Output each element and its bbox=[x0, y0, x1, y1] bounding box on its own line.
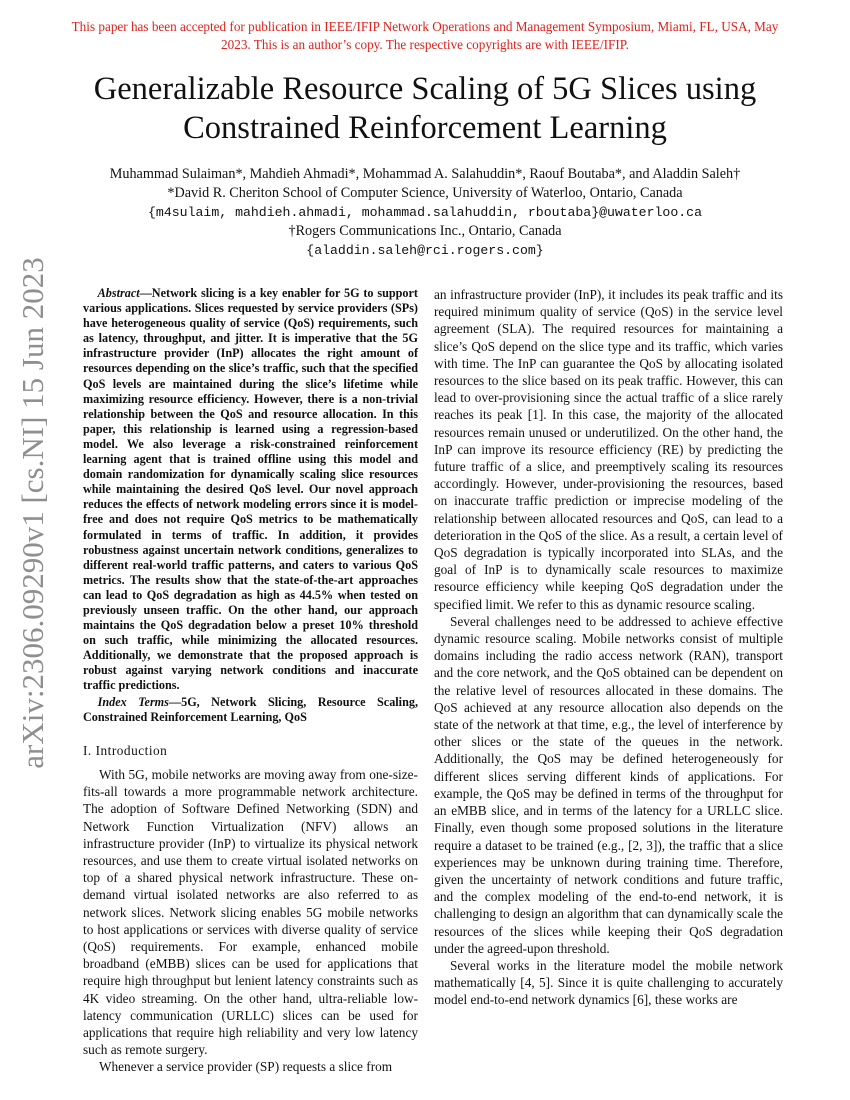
email-rogers: {aladdin.saleh@rci.rogers.com} bbox=[306, 243, 544, 258]
publication-notice: This paper has been accepted for publication in IEEE/IFIP Network Operations and Management Symposium, Miami, FL, USA, May 2023. This is an author’s copy. The respective copyrights are with IEEE/IFIP. bbox=[71, 19, 779, 52]
author-block bbox=[40, 165, 810, 260]
abstract-text: —Network slicing is a key enabler for 5G to support various applications. Slices requested by service providers (SPs) have heterogeneous quality of service (QoS) requirements, such as latency, throughput, and jitter. It is imperative that the 5G infrastructure provider (InP) allocates the right amount of resources depending on the slice’s traffic, such that the specified QoS levels are maintained during the slice’s lifetime while maximizing resource efficiency. However, there is a non-trivial relationship between the QoS and resource allocation. In this paper, this relationship is learned using a regression-based model. We also leverage a risk-constrained reinforcement learning agent that is trained offline using this model and domain randomization for dynamically scaling slice resources while maintaining the desired QoS level. Our novel approach reduces the effects of network modeling errors since it is model-free and does not require QoS metrics to be mathematically formulated in terms of traffic. In addition, it provides robustness against uncertain network conditions, generalizes to different real-world traffic patterns, and caters to various QoS metrics. The results show that the state-of-the-art approaches can lead to QoS degradation as high as 44.5% when tested on previously unseen traffic. On the other hand, our approach maintains the QoS degradation below a preset 10% threshold on such traffic, while minimizing the allocated resources. Additionally, we demonstrate that the proposed approach is robust against varying network conditions and inaccurate traffic predictions. bbox=[83, 286, 418, 693]
paragraph: With 5G, mobile networks are moving away from one-size-fits-all towards a more programmable network architecture. The adoption of Software Defined Networking (SDN) and Network Function Virtualization (NFV) allows an infrastructure provider (InP) to virtualize its physical network resources, and use them to create virtual isolated networks on top of a shared physical network infrastructure. These on-demand virtual isolated networks are also referred to as network slices. Network slicing enables 5G mobile networks to host applications or services with diverse quality of service (QoS) requirements. For example, enhanced mobile broadband (eMBB) slices can be used for applications that require high throughput but lenient latency constraints such as 4K video streaming. On the other hand, ultra-reliable low-latency communication (URLLC) slices can be used for applications that require high reliability and very low latency such as remote surgery. bbox=[83, 766, 418, 1058]
left-column bbox=[83, 286, 418, 1076]
index-terms-text: —5G, Network Slicing, Resource Scaling, Constrained Reinforcement Learning, QoS bbox=[83, 694, 418, 724]
affiliation-waterloo: *David R. Cheriton School of Computer Science, University of Waterloo, Ontario, Canada bbox=[167, 185, 683, 201]
emails-waterloo: {m4sulaim, mahdieh.ahmadi, mohammad.salahuddin, rboutaba}@uwaterloo.ca bbox=[148, 205, 702, 220]
abstract bbox=[83, 286, 418, 694]
abstract-lead: Abstract bbox=[97, 286, 140, 300]
arxiv-stamp bbox=[12, 257, 54, 769]
paragraph: Whenever a service provider (SP) requests a slice from bbox=[98, 1059, 393, 1075]
affiliation-rogers: †Rogers Communications Inc., Ontario, Canada bbox=[288, 223, 562, 239]
right-column bbox=[434, 286, 783, 1009]
paragraph: Several challenges need to be addressed to achieve effective dynamic resource scaling. Mobile networks consist of multiple domains including the radio access network (RAN), transport and the core network, and the QoS obtained can be dependent on the relative level of resources allocated in these domains. The QoS achieved at any resource allocation also depends on the state of the network at that time, e.g., the level of interference by other slices or the state of the queues in the network. Additionally, the QoS may be defined heterogeneously for different slices serving different kinds of applications. For example, the QoS may be defined in terms of the throughput for an eMBB slice, and in terms of the latency for a URLLC slice. Finally, even though some proposed solutions in the literature require a dataset to be trained (e.g., [2, 3]), the traffic that a slice experiences may be unknown during training time. Therefore, given the uncertainty of network conditions and future traffic, and the complex modeling of the end-to-end network, it is challenging to design an algorithm that can dynamically scale the resources of the slices while keeping their QoS degradation under the agreed-upon threshold. bbox=[434, 613, 783, 956]
paper-title: Generalizable Resource Scaling of 5G Slices using Constrained Reinforcement Learning bbox=[93, 71, 757, 146]
arxiv-identifier: arXiv:2306.09290v1 [cs.NI] 15 Jun 2023 bbox=[15, 257, 50, 769]
index-terms bbox=[83, 695, 418, 725]
paragraph: Several works in the literature model the mobile network mathematically [4, 5]. Since it is quite challenging to accurately model end-to-end network dynamics [6], these works are bbox=[434, 957, 783, 1008]
author-list: Muhammad Sulaiman*, Mahdieh Ahmadi*, Mohammad A. Salahuddin*, Raouf Boutaba*, and Aladdin Saleh† bbox=[109, 166, 741, 182]
section-heading-introduction: I. Introduction bbox=[83, 742, 168, 758]
paragraph: an infrastructure provider (InP), it includes its peak traffic and its required minimum quality of service (QoS) in the service level agreement (SLA). The required resources for maintaining a slice’s QoS depend on the slice type and its traffic, which varies with time. The InP can guarantee the QoS by allocating isolated resources to the slice based on its peak traffic. However, this can lead to over-provisioning since the actual traffic of a slice rarely reaches its peak [1]. In this case, the majority of the allocated resources remain unused or underutilized. On the other hand, the InP can improve its resource efficiency (RE) by predicting the future traffic of a slice, and preemptively scaling its resources accordingly. However, under-provisioning the resources, based on inaccurate traffic prediction or imprecise modeling of the relationship between allocated resources and QoS, can lead to a deterioration in the QoS of the slice. As a result, a certain level of QoS degradation is typically incorporated into SLAs, and the goal of InP is to dynamically scale resources to maximize resource efficiency while keeping QoS degradation under the specified limit. We refer to this as dynamic resource scaling. bbox=[434, 287, 783, 612]
index-terms-lead: Index Terms bbox=[97, 694, 169, 709]
